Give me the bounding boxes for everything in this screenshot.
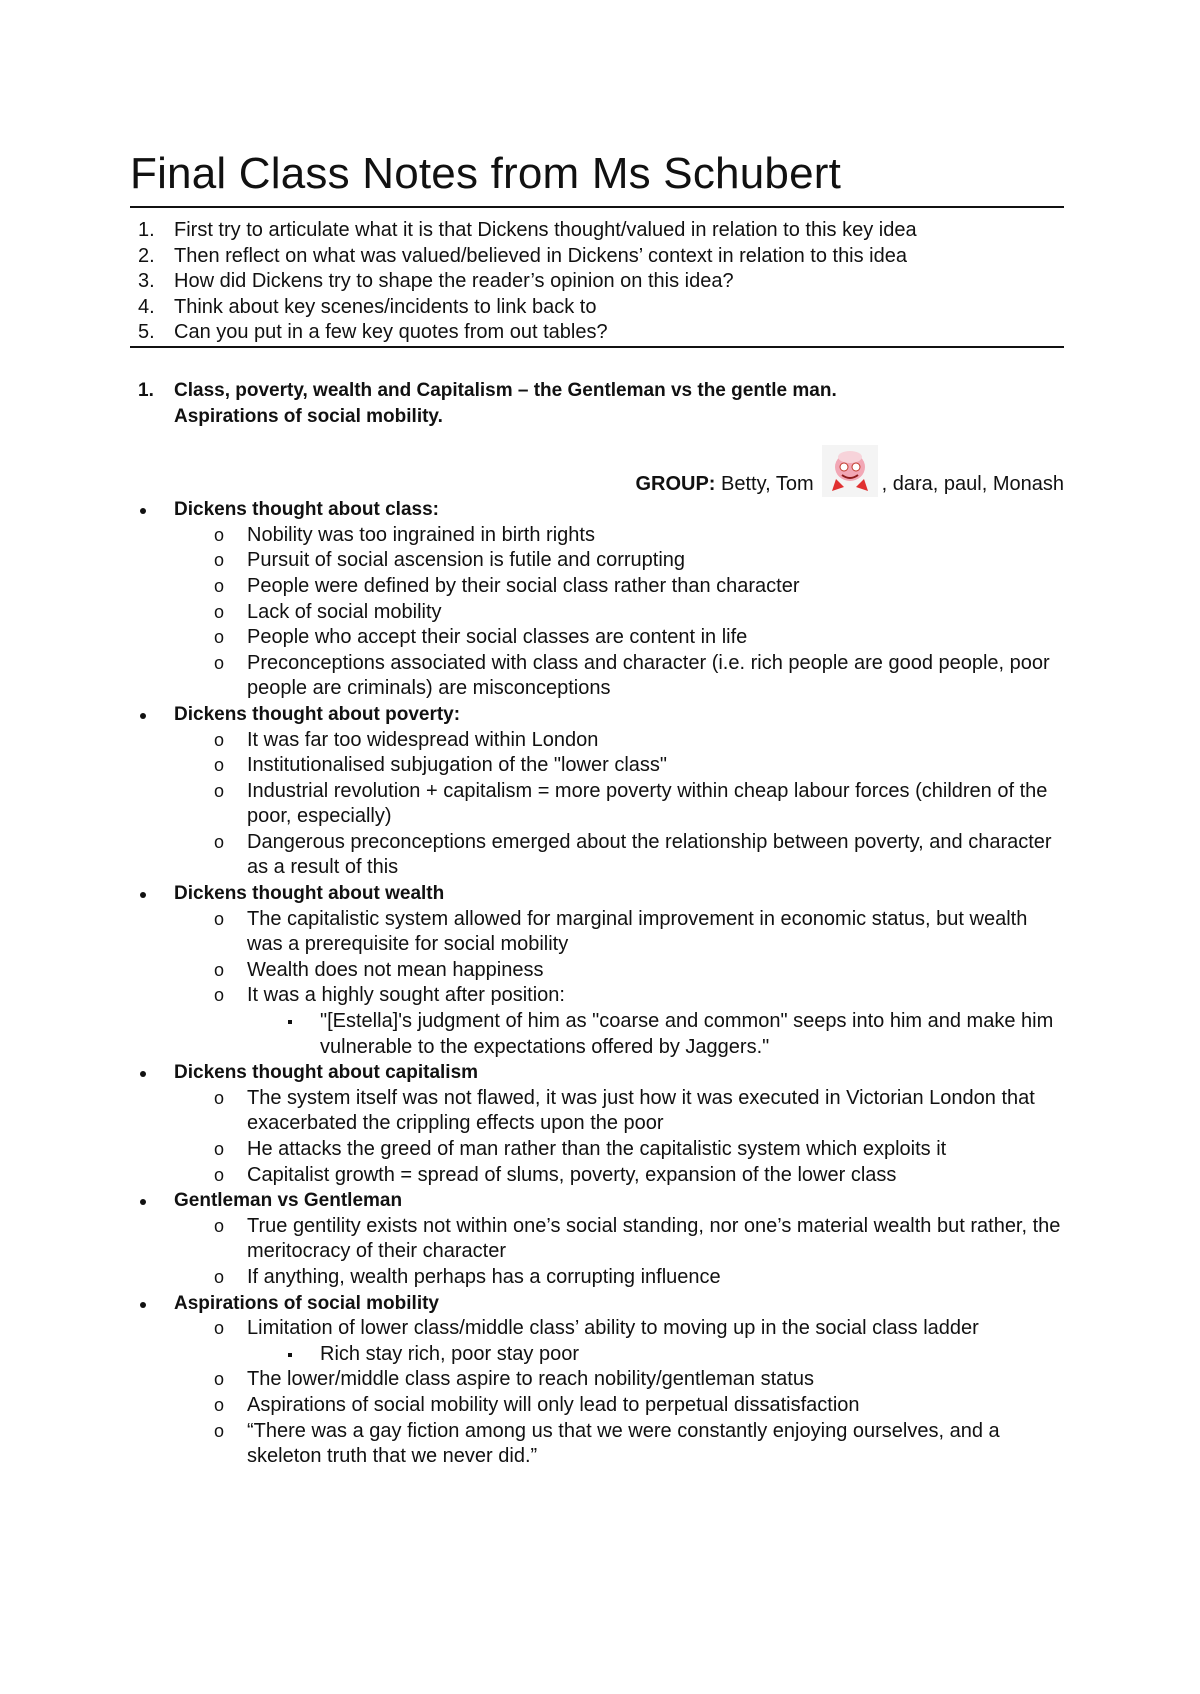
page-title: Final Class Notes from Ms Schubert	[130, 144, 1064, 208]
bullet-icon	[140, 713, 146, 719]
list-item	[130, 702, 1064, 881]
sub-sub-item	[247, 1009, 1064, 1060]
step-number: 4.	[138, 295, 155, 318]
sub-list	[174, 1214, 1064, 1291]
step-text: Then reflect on what was valued/believed in Dickens’ context in relation to this idea	[174, 244, 907, 267]
sub-item-text: Pursuit of social ascension is futile and corrupting	[247, 549, 686, 572]
sub-item-text: The system itself was not flawed, it was just how it was executed in Victorian London that exacerbated the crippling effects upon the poor	[247, 1086, 1035, 1135]
sub-list	[174, 523, 1064, 702]
list-item	[130, 881, 1064, 1060]
step-item	[130, 320, 1064, 346]
section-title-line1: Class, poverty, wealth and Capitalism – the Gentleman vs the gentle man.	[174, 379, 837, 401]
bullet-icon	[140, 508, 146, 514]
group-members-after: , dara, paul, Monash	[881, 473, 1064, 496]
section-title-line2: Aspirations of social mobility.	[174, 405, 443, 427]
circle-bullet-icon: o	[214, 1164, 225, 1185]
sub-sub-list	[247, 1342, 1064, 1368]
sub-item	[174, 830, 1064, 881]
bullet-heading: Dickens thought about wealth	[174, 883, 445, 905]
square-bullet-icon	[288, 1353, 292, 1357]
sub-item-text: Lack of social mobility	[247, 600, 442, 623]
circle-bullet-icon: o	[214, 601, 225, 622]
step-item	[130, 218, 1064, 244]
sub-item-text: Industrial revolution + capitalism = more poverty within cheap labour forces (children of the poor, especially)	[247, 779, 1048, 828]
circle-bullet-icon: o	[214, 755, 225, 776]
circle-bullet-icon: o	[214, 652, 225, 673]
bullet-icon	[140, 1199, 146, 1205]
sub-item	[174, 574, 1064, 600]
step-number: 1.	[138, 219, 155, 241]
bullet-heading: Dickens thought about capitalism	[174, 1062, 479, 1084]
sub-sub-item	[247, 1342, 1064, 1368]
sub-item	[174, 625, 1064, 651]
sub-sub-list	[247, 1009, 1064, 1060]
circle-bullet-icon: o	[214, 1215, 225, 1236]
step-number: 3.	[138, 270, 155, 293]
sub-item-text: Aspirations of social mobility will only lead to perpetual dissatisfaction	[247, 1393, 860, 1416]
bullet-heading: Dickens thought about poverty:	[174, 703, 461, 725]
sub-item	[174, 548, 1064, 574]
section-heading	[130, 378, 1064, 429]
sub-item-text: It was far too widespread within London	[247, 728, 599, 751]
sub-list	[174, 907, 1064, 1061]
sub-list	[174, 728, 1064, 882]
sub-item	[174, 523, 1064, 549]
sub-item-text: Limitation of lower class/middle class’ ability to moving up in the social class ladder	[247, 1317, 979, 1340]
circle-bullet-icon: o	[214, 1266, 225, 1287]
circle-bullet-icon: o	[214, 959, 225, 980]
sub-item-text: He attacks the greed of man rather than the capitalistic system which exploits it	[247, 1138, 947, 1160]
sub-item	[174, 753, 1064, 779]
sub-item	[174, 600, 1064, 626]
bullet-heading: Gentleman vs Gentleman	[174, 1190, 403, 1212]
sub-item	[174, 1086, 1064, 1137]
circle-bullet-icon: o	[214, 524, 225, 545]
square-bullet-icon	[288, 1020, 292, 1024]
sub-item	[174, 728, 1064, 754]
list-item	[130, 1291, 1064, 1470]
sub-item	[174, 1137, 1064, 1163]
circle-bullet-icon: o	[214, 627, 225, 648]
list-item	[130, 497, 1064, 702]
sub-item	[174, 1367, 1064, 1393]
sub-item-text: Institutionalised subjugation of the "lower class"	[247, 754, 667, 777]
sub-item-text: “There was a gay fiction among us that we were constantly enjoying ourselves, and a skeleton truth that we never did.”	[247, 1419, 1000, 1468]
sub-list	[174, 1086, 1064, 1188]
sub-item-text: People were defined by their social class rather than character	[247, 574, 800, 597]
sub-item	[174, 651, 1064, 702]
sub-item-text: It was a highly sought after position:	[247, 984, 565, 1007]
circle-bullet-icon: o	[214, 1369, 225, 1390]
step-text: First try to articulate what it is that Dickens thought/valued in relation to this key idea	[174, 219, 917, 241]
document-content	[130, 144, 1064, 1470]
circle-bullet-icon: o	[214, 1087, 225, 1108]
list-item	[130, 1188, 1064, 1290]
sub-item	[174, 907, 1064, 958]
section-number: 1.	[138, 379, 154, 401]
step-number: 5.	[138, 321, 155, 344]
sub-item	[174, 1316, 1064, 1367]
bullet-icon	[140, 1071, 146, 1077]
sub-item	[174, 983, 1064, 1060]
circle-bullet-icon: o	[214, 1420, 225, 1441]
circle-bullet-icon: o	[214, 1139, 225, 1159]
sub-item-text: Dangerous preconceptions emerged about the relationship between poverty, and character as a result of this	[247, 830, 1052, 879]
sub-sub-item-text: Rich stay rich, poor stay poor	[320, 1342, 579, 1365]
sub-item	[174, 1419, 1064, 1470]
sub-item-text: Nobility was too ingrained in birth rights	[247, 523, 595, 546]
sub-item	[174, 958, 1064, 984]
group-members-before: Betty, Tom	[721, 473, 814, 496]
bullet-heading: Aspirations of social mobility	[174, 1292, 439, 1314]
sub-item	[174, 1163, 1064, 1189]
step-number: 2.	[138, 244, 155, 267]
sub-item-text: Preconceptions associated with class and character (i.e. rich people are good people, poor people are criminals) are misconceptions	[247, 651, 1050, 700]
circle-bullet-icon: o	[214, 550, 225, 571]
sub-item-text: Wealth does not mean happiness	[247, 958, 544, 981]
sub-item-text: People who accept their social classes are content in life	[247, 626, 748, 649]
step-item	[130, 295, 1064, 321]
cartoon-avatar-icon	[822, 445, 878, 497]
sub-item-text: Capitalist growth = spread of slums, poverty, expansion of the lower class	[247, 1163, 897, 1186]
circle-bullet-icon: o	[214, 729, 225, 750]
circle-bullet-icon: o	[214, 575, 225, 596]
notes-list	[130, 497, 1064, 1470]
sub-list	[174, 1316, 1064, 1470]
sub-item	[174, 1214, 1064, 1265]
sub-item-text: True gentility exists not within one’s social standing, nor one’s material wealth but rather, the meritocracy of their character	[247, 1214, 1061, 1263]
sub-item-text: The capitalistic system allowed for marginal improvement in economic status, but wealth was a prerequisite for social mobility	[247, 907, 1028, 956]
step-text: How did Dickens try to shape the reader’s opinion on this idea?	[174, 270, 734, 293]
circle-bullet-icon: o	[214, 908, 225, 929]
group-members	[635, 445, 1064, 497]
group-row	[130, 443, 1064, 497]
bullet-heading: Dickens thought about class:	[174, 499, 439, 521]
circle-bullet-icon: o	[214, 1394, 225, 1415]
bullet-icon	[140, 892, 146, 898]
list-item	[130, 1060, 1064, 1188]
step-item	[130, 244, 1064, 270]
sub-item-text: If anything, wealth perhaps has a corrupting influence	[247, 1265, 721, 1288]
step-text: Think about key scenes/incidents to link back to	[174, 295, 597, 318]
sub-item	[174, 1265, 1064, 1291]
group-label: GROUP:	[635, 473, 716, 496]
sub-item	[174, 1393, 1064, 1419]
bullet-icon	[140, 1302, 146, 1308]
circle-bullet-icon: o	[214, 1318, 225, 1339]
sub-item	[174, 779, 1064, 830]
step-item	[130, 269, 1064, 295]
circle-bullet-icon: o	[214, 780, 225, 801]
step-text: Can you put in a few key quotes from out tables?	[174, 321, 608, 344]
circle-bullet-icon: o	[214, 831, 225, 852]
quote-text: "[Estella]'s judgment of him as "coarse and common" seeps into him and make him vulnerable to the expectations offered by Jaggers."	[320, 1010, 1054, 1058]
circle-bullet-icon: o	[214, 985, 225, 1006]
sub-item-text: The lower/middle class aspire to reach nobility/gentleman status	[247, 1368, 814, 1391]
steps-list	[130, 208, 1064, 348]
